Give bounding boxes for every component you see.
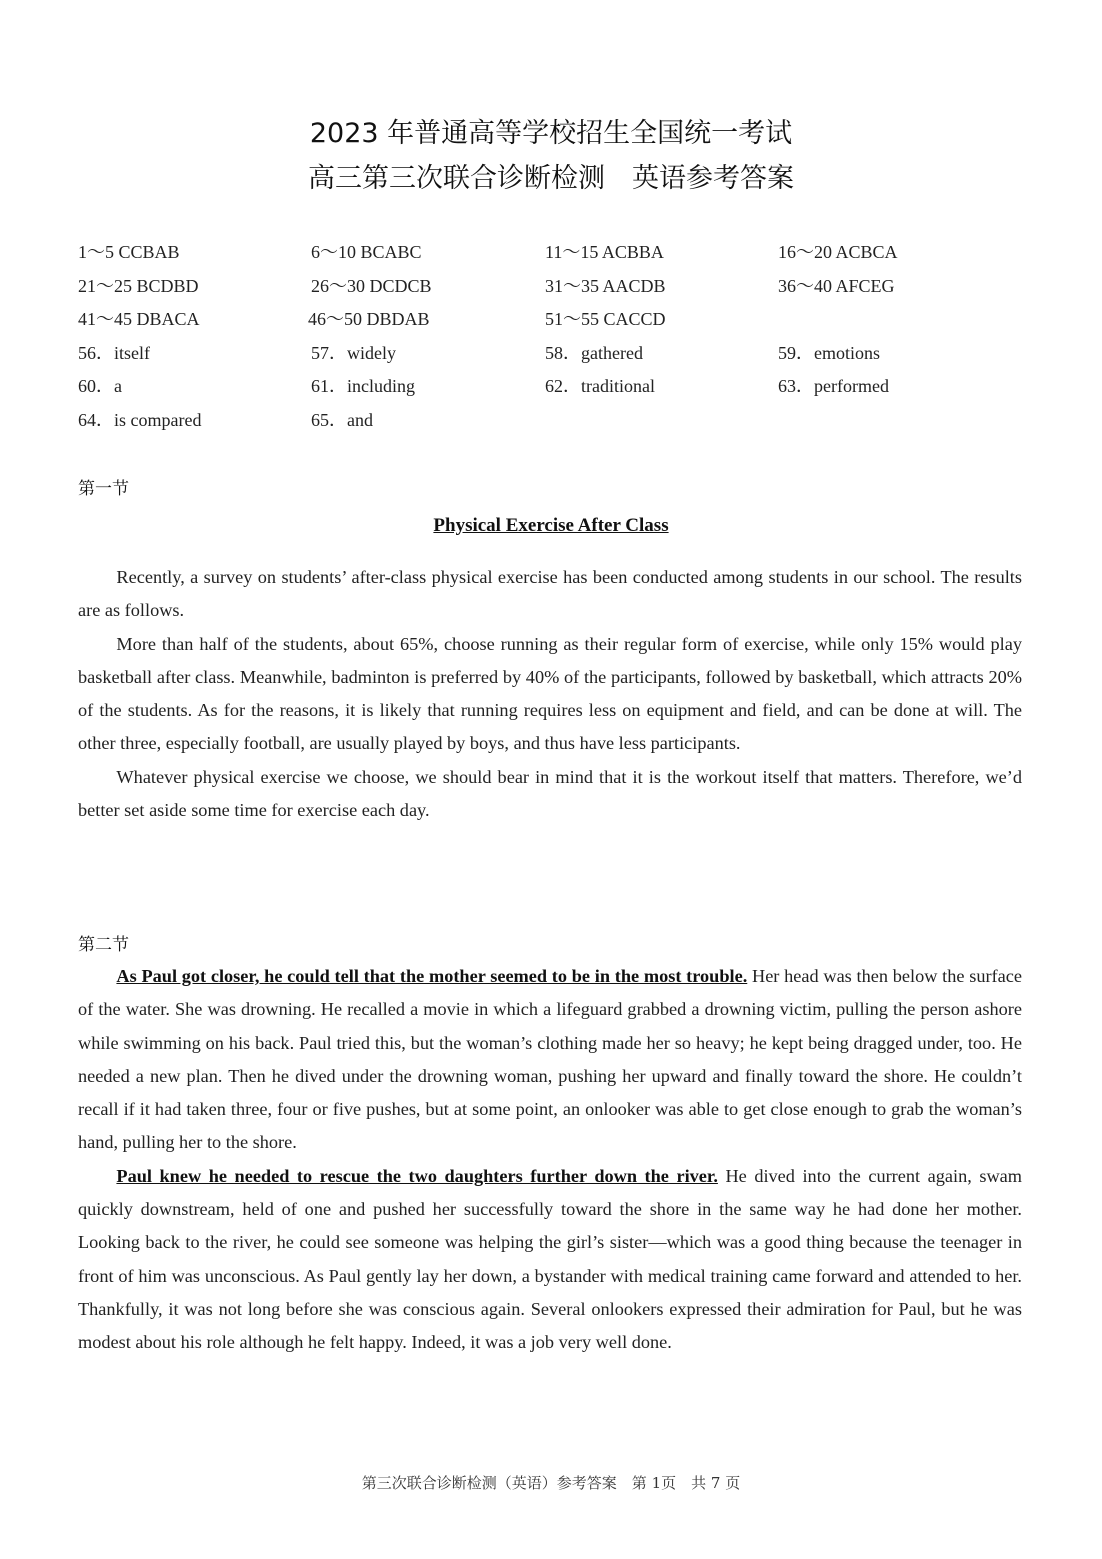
answer-cell: 64．is compared: [78, 409, 202, 430]
page-title: 2023 年普通高等学校招生全国统一考试: [309, 118, 793, 149]
answer-cell: 58．gathered: [545, 342, 643, 363]
answer-cell: 1～5 CCBAB: [78, 242, 180, 262]
essay-paragraph: Recently, a survey on students’ after-class physical exercise has been conducted among students in our school. The results are as follows.: [78, 567, 1022, 621]
page-subtitle: 高三第三次联合诊断检测 英语参考答案: [308, 163, 794, 194]
answer-cell: 65．and: [311, 409, 373, 430]
section-two-label: 第二节: [78, 935, 129, 955]
answer-cell: 61．including: [311, 376, 415, 396]
essay-paragraph: Whatever physical exercise we choose, we should bear in mind that it is the workout itself that matters. Therefore, we’d better set aside some time for exercise each day.: [78, 766, 1022, 821]
model-essay: [78, 561, 1022, 827]
answer-cell: 46～50 DBDAB: [308, 309, 430, 329]
answer-cell: 21～25 BCDBD: [78, 275, 199, 296]
answer-row: [78, 372, 1018, 406]
answer-cell: 51～55 CACCD: [545, 309, 666, 329]
answer-grid: [78, 238, 1018, 439]
answer-cell: 57．widely: [311, 342, 396, 363]
answer-cell: 11～15 ACBBA: [545, 242, 664, 262]
answer-cell: 31～35 AACDB: [545, 275, 666, 296]
paragraph-lead-sentence: As Paul got closer, he could tell that the mother seemed to be in the most trouble.: [116, 966, 748, 986]
essay-paragraph: More than half of the students, about 65%, choose running as their regular form of exercise, while only 15% would play basketball after class. Meanwhile, badminton is preferred by 40% of the participants, followed by basketball, which attracts 20% of the students. As for the reasons, it is likely that running requires less on equipment and field, and can be done at will. The other three, especially football, are usually played by boys, and thus have less participants.: [78, 633, 1022, 754]
section-one-label: 第一节: [78, 479, 129, 499]
answer-row: [78, 272, 1018, 306]
answer-cell: 56．itself: [78, 342, 150, 363]
answer-row: [78, 305, 1018, 339]
paragraph-body: Her head was then below the surface of the water. She was drowning. He recalled a movie in which a lifeguard grabbed a drowning victim, pulling the person ashore while swimming on his back. Paul tried this, but the woman’s clothing made her so heavy; he kept being dragged under, too. He needed a new plan. Then he dived under the drowning woman, pushing her upward and finally toward the shore. He couldn’t recall if it had taken three, four or five pushes, but at some point, an onlooker was able to get close enough to grab the woman’s hand, pulling her to the shore.: [78, 966, 1022, 1153]
story-paragraph: [78, 1160, 1022, 1360]
answer-cell: 60．a: [78, 376, 122, 396]
paragraph-lead-sentence: Paul knew he needed to rescue the two daughters further down the river.: [116, 1165, 718, 1186]
answer-row: [78, 406, 1018, 440]
answer-cell: 36～40 AFCEG: [778, 275, 895, 296]
answer-cell: 26～30 DCDCB: [311, 275, 432, 296]
answer-cell: 41～45 DBACA: [78, 309, 200, 329]
page-footer: 第三次联合诊断检测（英语）参考答案 第 1页 共 7 页: [361, 1474, 741, 1492]
continuation-story: [78, 960, 1022, 1360]
answer-cell: 16～20 ACBCA: [778, 242, 898, 262]
answer-row: [78, 339, 1018, 373]
answer-cell: 6～10 BCABC: [311, 242, 422, 262]
answer-cell: 62．traditional: [545, 376, 655, 396]
answer-cell: 59．emotions: [778, 342, 880, 363]
paragraph-body: He dived into the current again, swam quickly downstream, held of one and pushed her successfully toward the shore in the same way he had done her mother. Looking back to the river, he could see someone was helping the girl’s sister—which was a good thing because the teenager in front of him was unconscious. As Paul gently lay her down, a bystander with medical training came forward and attended to her. Thankfully, it was not long before she was conscious again. Several onlookers expressed their admiration for Paul, but he was modest about his role although he felt happy. Indeed, it was a job very well done.: [78, 1165, 1022, 1353]
essay-title: Physical Exercise After Class: [433, 515, 669, 536]
answer-cell: 63．performed: [778, 376, 889, 396]
answer-row: [78, 238, 1018, 272]
story-paragraph: [78, 960, 1022, 1160]
